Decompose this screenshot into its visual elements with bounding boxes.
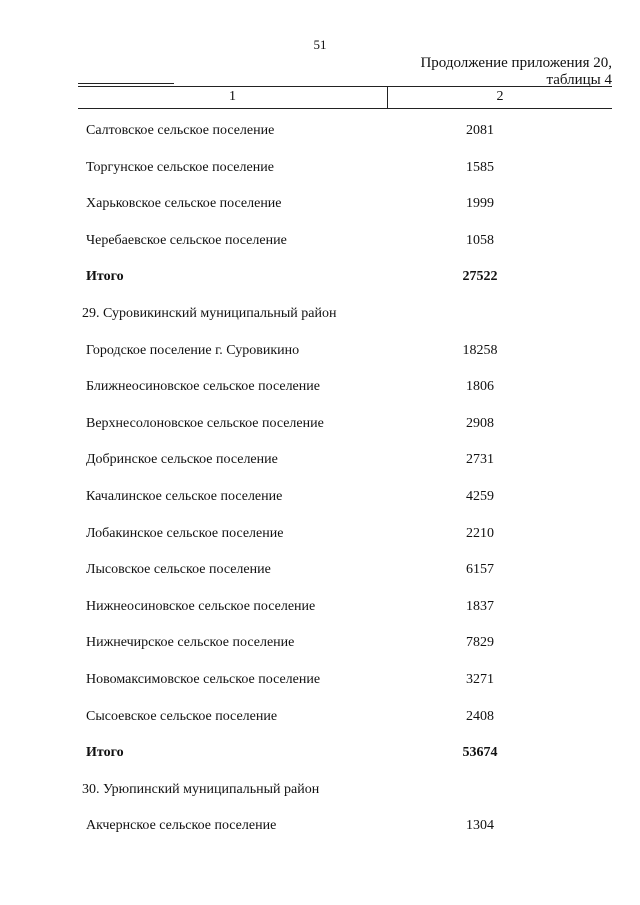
row-value: 2731 xyxy=(466,452,494,467)
row-name: Акчернское сельское поселение xyxy=(86,818,277,833)
row-value: 2081 xyxy=(466,123,494,138)
table-row xyxy=(0,818,640,838)
row-name: Лысовское сельское поселение xyxy=(86,562,271,577)
row-value: 7829 xyxy=(466,635,494,650)
row-value: 1806 xyxy=(466,379,494,394)
row-name: Харьковское сельское поселение xyxy=(86,196,282,211)
table-row xyxy=(0,526,640,546)
table-row xyxy=(0,123,640,143)
header-rule-top xyxy=(78,86,612,87)
district-heading-row xyxy=(0,306,640,326)
row-name: Ближнеосиновское сельское поселение xyxy=(86,379,320,394)
row-name: Качалинское сельское поселение xyxy=(86,489,283,504)
column-header-1: 1 xyxy=(229,89,236,104)
row-name: Нижнечирское сельское поселение xyxy=(86,635,295,650)
row-name: Итого xyxy=(86,745,124,760)
row-name: Нижнеосиновское сельское поселение xyxy=(86,599,316,614)
row-name: 30. Урюпинский муниципальный район xyxy=(82,782,320,797)
table-row xyxy=(0,379,640,399)
total-row xyxy=(0,269,640,289)
table-row xyxy=(0,160,640,180)
row-name: Новомаксимовское сельское поселение xyxy=(86,672,321,687)
header-rule-bottom xyxy=(78,108,612,109)
row-name: Лобакинское сельское поселение xyxy=(86,526,284,541)
district-heading-row xyxy=(0,782,640,802)
row-name: Салтовское сельское поселение xyxy=(86,123,275,138)
row-value: 1837 xyxy=(466,599,494,614)
table-row xyxy=(0,489,640,509)
row-name: 29. Суровикинский муниципальный район xyxy=(82,306,337,321)
page-number: 51 xyxy=(313,37,327,52)
column-header-2: 2 xyxy=(496,89,504,104)
table-row xyxy=(0,709,640,729)
row-value: 27522 xyxy=(462,269,498,284)
row-name: Черебаевское сельское поселение xyxy=(86,233,287,248)
table-row xyxy=(0,196,640,216)
row-name: Городское поселение г. Суровикино xyxy=(86,343,300,358)
row-value: 1304 xyxy=(466,818,494,833)
row-value: 2210 xyxy=(466,526,494,541)
row-value: 4259 xyxy=(466,489,494,504)
table-row xyxy=(0,343,640,363)
row-value: 1999 xyxy=(466,196,494,211)
table-row xyxy=(0,635,640,655)
row-value: 2908 xyxy=(466,416,494,431)
row-value: 6157 xyxy=(466,562,494,577)
table-row xyxy=(0,233,640,253)
row-value: 1585 xyxy=(466,160,494,175)
row-value: 18258 xyxy=(462,343,498,358)
row-name: Добринское сельское поселение xyxy=(86,452,278,467)
table-row xyxy=(0,672,640,692)
row-name: Торгунское сельское поселение xyxy=(86,160,274,175)
row-name: Итого xyxy=(86,269,124,284)
continuation-caption-line-1: Продолжение приложения 20, xyxy=(420,55,612,71)
continuation-caption-line-2: таблицы 4 xyxy=(546,72,612,88)
total-row xyxy=(0,745,640,765)
table-row xyxy=(0,599,640,619)
row-value: 53674 xyxy=(462,745,498,760)
header-rule-short xyxy=(78,83,174,84)
row-value: 3271 xyxy=(466,672,494,687)
table-row xyxy=(0,562,640,582)
row-name: Сысоевское сельское поселение xyxy=(86,709,278,724)
row-value: 1058 xyxy=(466,233,494,248)
row-name: Верхнесолоновское сельское поселение xyxy=(86,416,324,431)
continuation-caption xyxy=(420,55,612,89)
row-value: 2408 xyxy=(466,709,494,724)
table-row xyxy=(0,452,640,472)
table-row xyxy=(0,416,640,436)
